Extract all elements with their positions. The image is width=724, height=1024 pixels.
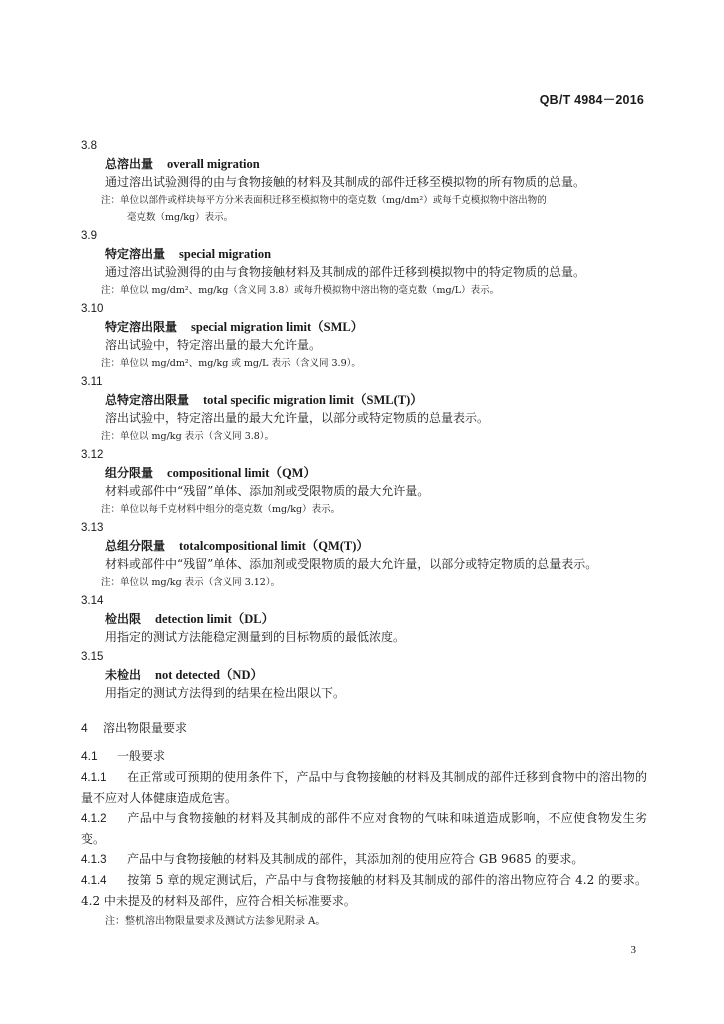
term-heading	[105, 537, 647, 555]
term-en: not detected（ND）	[155, 668, 263, 682]
term-zh: 特定溶出限量	[105, 320, 178, 334]
clause-number: 3.15	[81, 651, 104, 663]
term-definition: 材料或部件中“残留”单体、添加剂或受限物质的最大允许量。	[105, 484, 430, 498]
term-en: detection limit（DL）	[155, 612, 275, 626]
term-note: 注：单位以 mg/dm²、mg/kg 或 mg/L 表示（含义同 3.9）。	[101, 358, 361, 369]
term-zh: 特定溶出量	[105, 247, 166, 261]
page-number: 3	[630, 944, 636, 956]
term-note: 注：单位以每千克材料中组分的毫克数（mg/kg）表示。	[101, 504, 341, 515]
item-text: 产品中与食物接触的材料及其制成的部件不应对食物的气味和味道造成影响，不应使食物发生劣变。	[81, 811, 647, 846]
term-heading	[105, 610, 647, 628]
section-heading	[81, 717, 647, 739]
term-note-continued: 毫克数（mg/kg）表示。	[127, 212, 234, 223]
section-note: 注：整机溶出物限量要求及测试方法参见附录 A。	[105, 916, 326, 927]
term-heading	[105, 464, 647, 482]
term-definition: 材料或部件中“残留”单体、添加剂或受限物质的最大允许量，以部分或特定物质的总量表示。	[105, 557, 598, 571]
item-number: 4.1.1	[81, 772, 107, 784]
term-definition: 用指定的测试方法得到的结果在检出限以下。	[105, 686, 346, 700]
subsection-number: 4.1	[81, 749, 98, 763]
term-note: 注：单位以 mg/kg 表示（含义同 3.8）。	[101, 431, 275, 442]
clause-number: 3.13	[81, 522, 104, 534]
term-zh: 总组分限量	[105, 539, 166, 553]
page-content	[81, 136, 647, 931]
section-number: 4	[81, 721, 88, 735]
term-heading	[105, 391, 647, 409]
term-en: overall migration	[167, 157, 260, 171]
term-en: special migration	[179, 247, 272, 261]
item-number: 4.1.2	[81, 813, 107, 825]
item-number: 4.1.3	[81, 854, 107, 866]
item-text: 产品中与食物接触的材料及其制成的部件，其添加剂的使用应符合 GB 9685 的要求。	[127, 852, 584, 866]
term-heading	[105, 245, 647, 263]
term-en: totalcompositional limit（QM(T)）	[179, 539, 369, 553]
term-en: total specific migration limit（SML(T)）	[203, 393, 423, 407]
clause-number: 3.8	[81, 140, 97, 152]
item-text: 在正常或可预期的使用条件下，产品中与食物接触的材料及其制成的部件迁移到食物中的溶出物的量不应对人体健康造成危害。	[81, 770, 647, 805]
term-heading	[105, 155, 647, 173]
term-definition: 用指定的测试方法能稳定测量到的目标物质的最低浓度。	[105, 630, 406, 644]
clause-number: 3.14	[81, 595, 104, 607]
term-definition: 溶出试验中，特定溶出量的最大允许量，以部分或特定物质的总量表示。	[105, 411, 490, 425]
requirement-item	[81, 849, 647, 870]
term-definition: 溶出试验中，特定溶出量的最大允许量。	[105, 338, 322, 352]
subsection-title: 一般要求	[117, 749, 166, 763]
term-zh: 总特定溶出限量	[105, 393, 190, 407]
term-zh: 检出限	[105, 612, 142, 626]
term-zh: 总溶出量	[105, 157, 154, 171]
clause-number: 3.11	[81, 376, 103, 388]
term-zh: 未检出	[105, 668, 142, 682]
section-title: 溶出物限量要求	[103, 721, 188, 735]
term-zh: 组分限量	[105, 466, 154, 480]
term-note: 注：单位以 mg/kg 表示（含义同 3.12）。	[101, 577, 281, 588]
item-text: 按第 5 章的规定测试后，产品中与食物接触的材料及其制成的部件的溶出物应符合 4.2 的要求。4.2 中未提及的材料及部件，应符合相关标准要求。	[81, 873, 647, 908]
clause-number: 3.12	[81, 449, 104, 461]
term-en: special migration limit（SML）	[191, 320, 364, 334]
requirement-item	[81, 808, 647, 849]
requirement-item	[81, 767, 647, 808]
term-en: compositional limit（QM）	[167, 466, 316, 480]
requirement-item	[81, 870, 647, 911]
term-heading	[105, 318, 647, 336]
term-definition: 通过溶出试验测得的由与食物接触的材料及其制成的部件迁移至模拟物的所有物质的总量。	[105, 175, 586, 189]
term-definition: 通过溶出试验测得的由与食物接触材料及其制成的部件迁移到模拟物中的特定物质的总量。	[105, 265, 586, 279]
clause-number: 3.10	[81, 303, 104, 315]
subsection-heading	[81, 745, 647, 767]
term-note: 注：单位以部件或样块每平方分米表面积迁移至模拟物中的毫克数（mg/dm²）或每千克模拟物中溶出物的	[101, 195, 547, 206]
term-note: 注：单位以 mg/dm²、mg/kg（含义同 3.8）或每升模拟物中溶出物的毫克数（mg/L）表示。	[101, 285, 500, 296]
term-heading	[105, 666, 647, 684]
item-number: 4.1.4	[81, 875, 107, 887]
clause-number: 3.9	[81, 230, 97, 242]
standard-code: QB/T 4984－2016	[539, 93, 644, 107]
